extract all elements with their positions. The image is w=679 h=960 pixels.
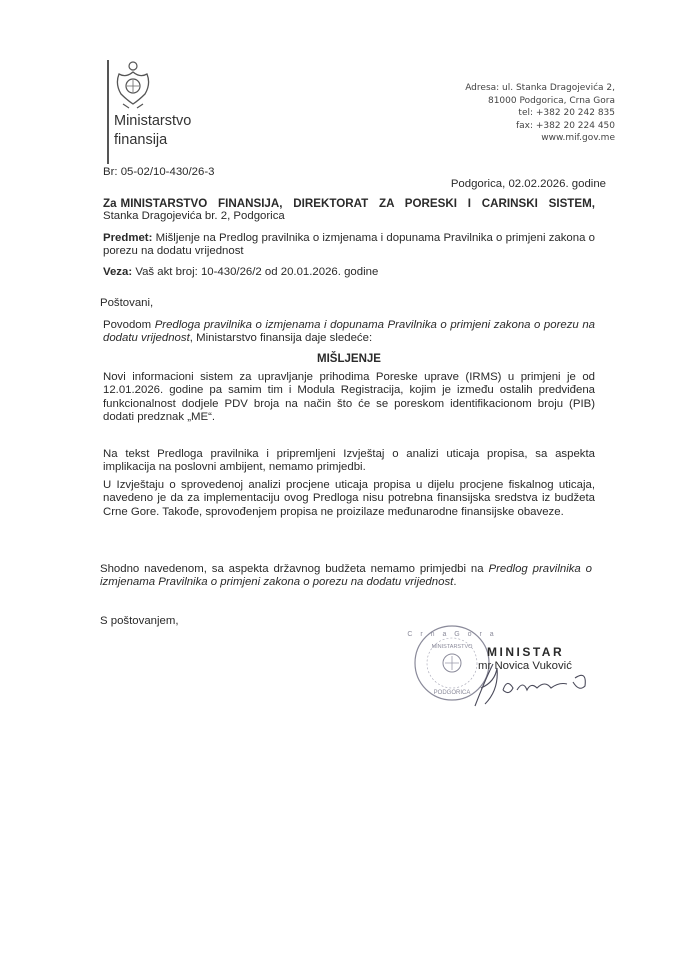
fax-line: fax: +382 20 224 450 [515, 120, 615, 131]
opinion-heading: MIŠLJENJE [317, 353, 381, 365]
reference-number: Br: 05-02/10-430/26-3 [103, 166, 215, 178]
ministry-name-line2: finansija [114, 132, 168, 148]
connection [103, 266, 595, 279]
conclusion-suffix: . [453, 576, 457, 589]
website-line: www.mif.gov.me [541, 133, 615, 144]
conclusion-paragraph [100, 563, 592, 590]
intro-paragraph [103, 319, 595, 346]
signatory-name: mr Novica Vuković [478, 660, 572, 672]
svg-text:MINISTARSTVO: MINISTARSTVO [431, 644, 473, 650]
conclusion-prefix: Shodno navedenom, sa aspekta državnog budžeta nemamo primjedbi na [100, 563, 484, 575]
intro-suffix: , Ministarstvo finansija daje sledeće: [189, 332, 373, 345]
recipient-prefix: Za [103, 197, 117, 210]
connection-text: Vaš akt broj: 10-430/26/2 od 20.01.2026. godine [135, 266, 379, 278]
recipient-name: MINISTARSTVO FINANSIJA, DIREKTORAT ZA PORESKI I CARINSKI SISTEM, [120, 197, 595, 210]
salutation: Poštovani, [100, 297, 154, 309]
opinion-paragraph-3: U Izvještaju o sprovedenoj analizi procjene uticaja propisa u dijelu procjene fiskalnog uticaja, navedeno je da za implementaciju ovog Predloga nisu potrebna finansijska sredstva iz budžeta Crne Gore. Takođe, sprovođenjem propisa ne proizilaze međunarodne finansijske obaveze. [103, 479, 595, 518]
subject [103, 232, 595, 259]
intro-prefix: Povodom [103, 319, 152, 331]
connection-label: Veza: [103, 266, 133, 278]
recipient [103, 197, 595, 224]
phone-line: tel: +382 20 242 835 [518, 108, 615, 119]
ministry-name-line1: Ministarstvo [114, 113, 192, 129]
svg-text:PODGORICA: PODGORICA [433, 690, 471, 696]
conclusion-italic: Predlog pravilnika o izmjenama Pravilnika o primjeni zakona o porezu na dodatu vrijednost [100, 563, 592, 589]
address-block [465, 82, 615, 145]
place-date: Podgorica, 02.02.2026. godine [450, 178, 606, 190]
subject-label: Predmet: [103, 232, 153, 244]
intro-italic: Predloga pravilnika o izmjenama i dopunama Pravilnika o primjeni zakona o porezu na dodatu vrijednost [103, 319, 595, 345]
address-line: Adresa: ul. Stanka Dragojevića 2, [465, 83, 615, 93]
ministry-name [114, 112, 191, 150]
subject-text: Mišljenje na Predlog pravilnika o izmjenama i dopunama Pravilnika o primjeni zakona o porezu na dodatu vrijednost [103, 232, 595, 258]
handwritten-signature-icon [455, 660, 605, 710]
letterhead-divider [107, 60, 109, 164]
svg-text:C r n a G o r a: C r n a G o r a [407, 631, 497, 638]
coat-of-arms-icon [113, 60, 153, 110]
address-line: 81000 Podgorica, Crna Gora [487, 95, 615, 106]
recipient-address: Stanka Dragojevića br. 2, Podgorica [103, 210, 285, 223]
opinion-paragraph-1: Novi informacioni sistem za upravljanje prihodima Poreske uprave (IRMS) u primjeni je od 12.01.2026. godine pa samim tim i Modula Registracija, kojim je između ostalih predviđena funkcionalnost dodjele PDV broja na način što će se poreskom identifikacionom broju (PIB) dodati predznak „ME“. [103, 371, 595, 424]
signatory-title: MINISTAR [487, 645, 565, 659]
opinion-paragraph-2: Na tekst Predloga pravilnika i pripremljeni Izvještaj o analizi uticaja propisa, sa aspekta implikacija na poslovni ambijent, nemamo primjedbi. [103, 448, 595, 474]
closing: S poštovanjem, [100, 615, 179, 627]
